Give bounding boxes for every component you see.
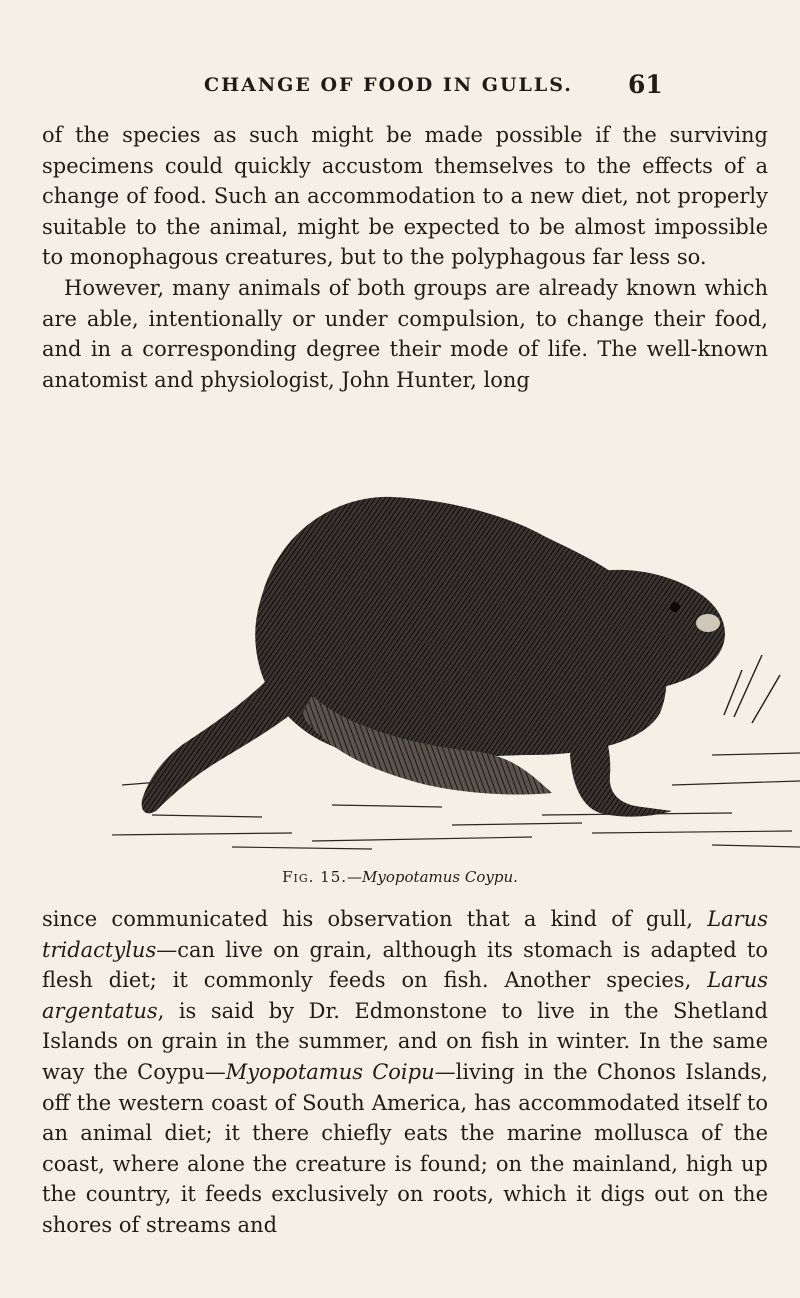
figure-label: Fig. 15. — [282, 868, 348, 886]
coypu-illustration — [112, 455, 800, 865]
figure-caption — [0, 868, 800, 886]
p3-part-2: —can live on grain, although its stomach is adapted to flesh diet; it commonly feeds on fish. Another species, — [42, 937, 768, 993]
p3-part-1: since communicated his observation that a kind of gull, — [42, 907, 708, 931]
running-head — [0, 70, 800, 106]
paragraph-2: However, many animals of both groups are already known which are able, intentionally or under compulsion, to change their food, and in a corresponding degree their mode of life. The well-known anatomist and physiologist, John Hunter, long — [42, 275, 768, 392]
figure-dash: — — [347, 868, 363, 886]
p3-part-4: —living in the Chonos Islands, off the western coast of South America, has accommodated itself to an animal diet; it there chiefly eats the marine mollusca of the coast, where alone the creature is found; on the mainland, high up the country, it feeds exclusively on roots, which it digs out on the shores of streams and — [42, 1059, 769, 1237]
figure-species: Myopotamus Coypu. — [362, 868, 518, 886]
page-number: 61 — [628, 70, 663, 99]
paragraph-1: of the species as such might be made possible if the surviving specimens could quickly accustom themselves to the effects of a change of food. Such an accommodation to a new diet, not properly suitable to the animal, might be expected to be almost impossible to monophagous creatures, but to the polyphagous far less so. — [42, 123, 768, 270]
body-text-top — [42, 120, 768, 395]
species-myopotamus-coipu: Myopotamus Coipu — [225, 1059, 435, 1084]
coypu-tail — [142, 675, 302, 813]
p3-part-3: , is said by Dr. Edmonstone to live in the Shetland Islands on grain in the summer, and on fish in winter. In the same way the Coypu— — [42, 998, 768, 1084]
reeds — [724, 655, 780, 723]
running-title: CHANGE OF FOOD IN GULLS. — [204, 74, 573, 96]
species-larus-tridactylus: Larus tridactylus — [42, 907, 768, 962]
paragraph-3 — [42, 904, 768, 1241]
species-larus-argentatus: Larus argentatus — [42, 968, 768, 1023]
coypu-engraving — [112, 455, 800, 865]
body-text-bottom — [42, 904, 768, 1241]
